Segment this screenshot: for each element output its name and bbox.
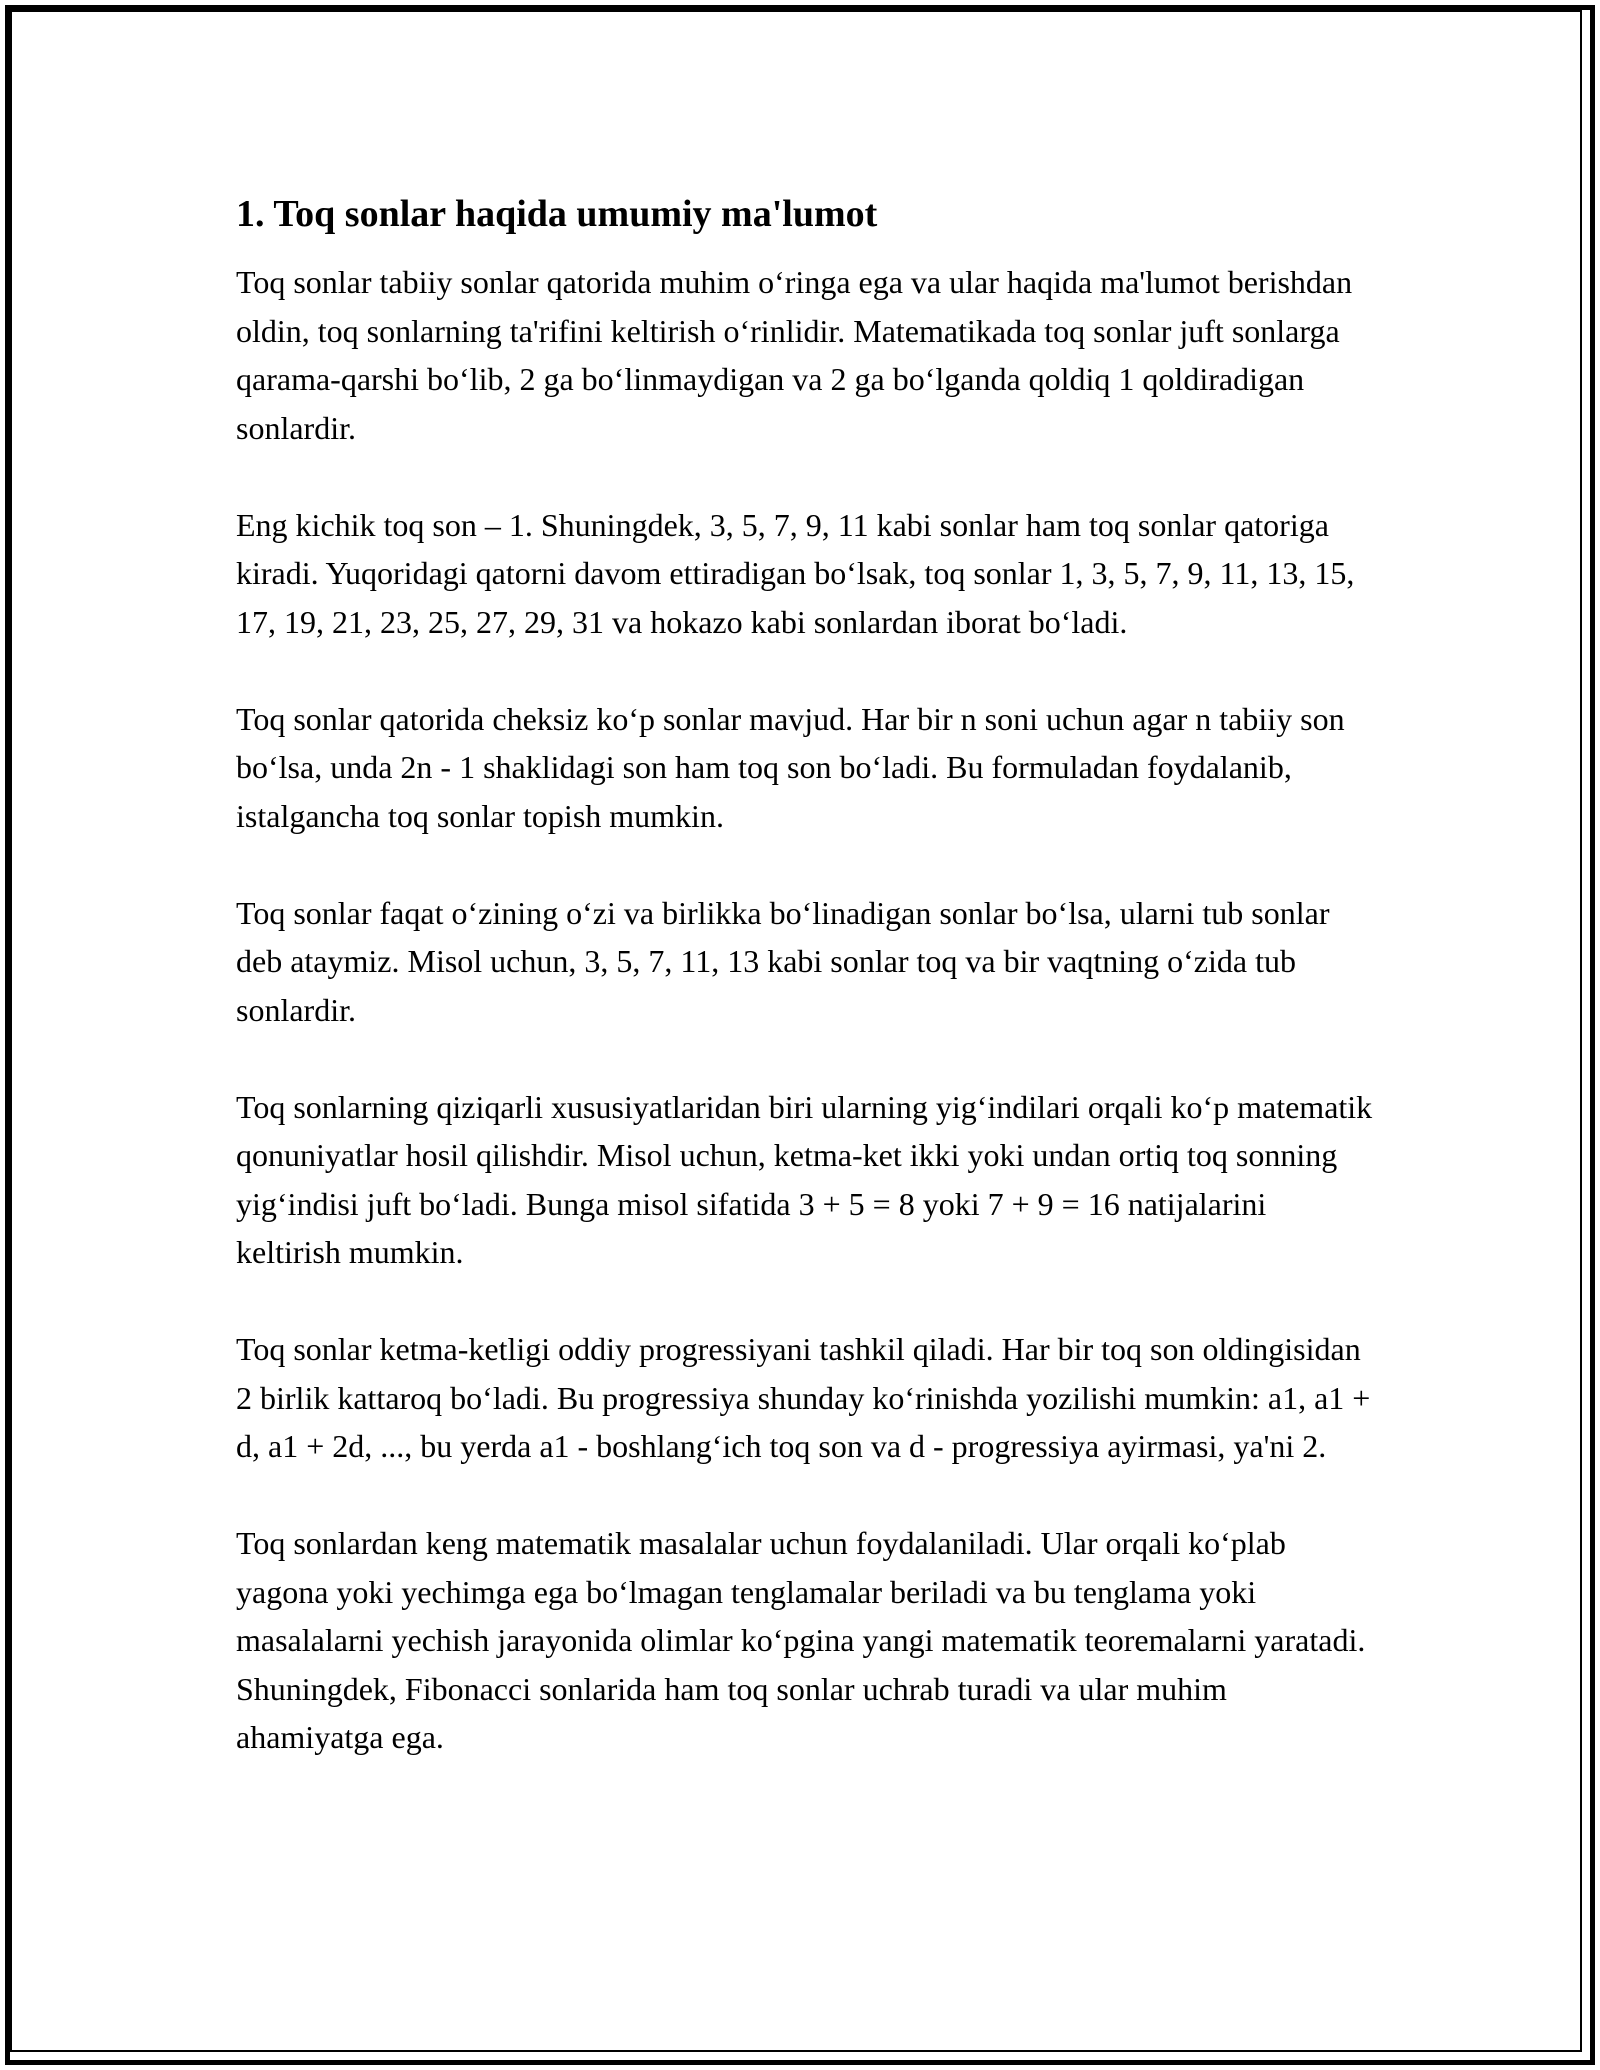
paragraph-progression: Toq sonlar ketma-ketligi oddiy progressiyani tashkil qiladi. Har bir toq son oldingisidan 2 birlik kattaroq bo‘ladi. Bu progressiya shunday ko‘rinishda yozilishi mumkin: a1, a1 + d, a1 + 2d, ..., bu yerda a1 - boshlang‘ich toq son va d - progressiya ayirmasi, ya'ni 2. [236,1331,1371,1464]
paragraph-sums: Toq sonlarning qiziqarli xususiyatlaridan biri ularning yig‘indilari orqali ko‘p matematik qonuniyatlar hosil qilishdir. Misol uchun, ketma-ket ikki yoki undan ortiq toq sonning yig‘indisi juft bo‘ladi. Bunga misol sifatida 3 + 5 = 8 yoki 7 + 9 = 16 natijalarini keltirish mumkin. [236,1088,1373,1270]
document-body [236,190,1376,1810]
paragraph-prime: Toq sonlar faqat o‘zining o‘zi va birlikka bo‘linadigan sonlar bo‘lsa, ularni tub sonlar deb ataymiz. Misol uchun, 3, 5, 7, 11, 13 kabi sonlar toq va bir vaqtning o‘zida tub sonlardir. [236,894,1330,1028]
paragraph-sequence: Eng kichik toq son – 1. Shuningdek, 3, 5, 7, 9, 11 kabi sonlar ham toq sonlar qatoriga kiradi. Yuqoridagi qatorni davom ettiradigan bo‘lsak, toq sonlar 1, 3, 5, 7, 9, 11, 13, 15, 17, 19, 21, 23, 25, 27, 29, 31 va hokazo kabi sonlardan iborat bo‘ladi. [236,506,1355,640]
section-heading: 1. Toq sonlar haqida umumiy ma'lumot [236,193,878,235]
paragraph-applications: Toq sonlardan keng matematik masalalar uchun foydalaniladi. Ular orqali ko‘plab yagona yoki yechimga ega bo‘lmagan tenglamalar beriladi va bu tenglama yoki masalalarni yechish jarayonida olimlar ko‘pgina yangi matematik teoremalarni yaratadi. Shuningdek, Fibonacci sonlarida ham toq sonlar uchrab turadi va ular muhim ahamiyatga ega. [236,1525,1366,1755]
paragraph-infinite: Toq sonlar qatorida cheksiz ko‘p sonlar mavjud. Har bir n soni uchun agar n tabiiy son bo‘lsa, unda 2n - 1 shaklidagi son ham toq son bo‘ladi. Bu formuladan foydalanib, istalgancha toq sonlar topish mumkin. [236,700,1345,834]
paragraph-definition: Toq sonlar tabiiy sonlar qatorida muhim o‘ringa ega va ular haqida ma'lumot berishdan oldin, toq sonlarning ta'rifini keltirish o‘rinlidir. Matematikada toq sonlar juft sonlarga qarama-qarshi bo‘lib, 2 ga bo‘linmaydigan va 2 ga bo‘lganda qoldiq 1 qoldiradigan sonlardir. [236,264,1353,446]
